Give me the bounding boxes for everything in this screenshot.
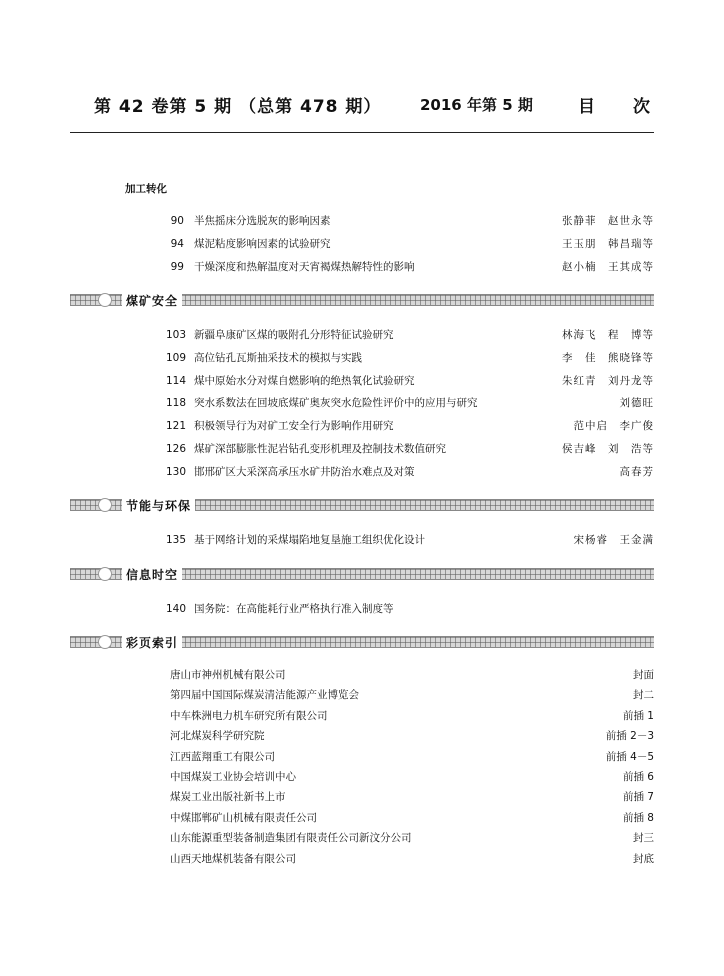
authors: 王玉朋 韩昌瑞等 [562, 237, 654, 250]
masthead [70, 92, 688, 122]
header-rule [70, 132, 654, 133]
authors: 李 佳 熊晓锋等 [562, 351, 654, 364]
index-row[interactable] [170, 852, 654, 872]
authors: 朱红青 刘丹龙等 [562, 374, 654, 387]
toc-entry[interactable] [170, 237, 654, 260]
index-row[interactable] [170, 750, 654, 770]
authors: 高春芳 [619, 465, 654, 478]
advertiser-name: 第四届中国国际煤炭清洁能源产业博览会 [170, 689, 359, 702]
index-row[interactable] [170, 811, 654, 831]
advertiser-name: 唐山市神州机械有限公司 [170, 669, 286, 681]
toc-entry[interactable] [170, 260, 654, 283]
index-page: 前插 4－5 [605, 750, 654, 763]
index-page: 前插 7 [622, 791, 654, 804]
authors: 宋杨睿 王金满 [573, 534, 654, 546]
page-number: 99 [170, 260, 184, 273]
section-band-energy-environment [70, 499, 654, 511]
article-title: 基于网络计划的采煤塌陷地复垦施工组织优化设计 [194, 534, 425, 546]
page-number: 121 [166, 420, 187, 433]
circle-marker-icon [98, 498, 112, 512]
article-title: 新疆阜康矿区煤的吸附孔分形特征试验研究 [194, 329, 394, 341]
section-label: 彩页索引 [122, 634, 182, 651]
page-number: 94 [170, 237, 184, 250]
index-row[interactable] [170, 668, 654, 688]
advertiser-name: 中煤邯郸矿山机械有限责任公司 [170, 811, 317, 824]
section-label: 节能与环保 [122, 497, 195, 514]
circle-marker-icon [98, 635, 112, 649]
section-band-news [70, 568, 654, 580]
index-row[interactable] [170, 729, 654, 749]
article-title: 干燥深度和热解温度对天宵褐煤热解特性的影响 [194, 260, 415, 273]
authors: 侯吉峰 刘 浩等 [562, 442, 654, 455]
index-page: 前插 8 [622, 811, 654, 824]
mine-safety-list [166, 328, 654, 488]
index-row[interactable] [170, 709, 654, 729]
page-number: 118 [166, 397, 187, 410]
index-row[interactable] [170, 831, 654, 851]
authors: 林海飞 程 博等 [562, 329, 654, 341]
article-title: 邯邢矿区大采深高承压水矿井防治水难点及对策 [194, 465, 415, 478]
circle-marker-icon [98, 567, 112, 581]
page-number: 114 [166, 374, 187, 387]
section-label: 信息时空 [122, 566, 182, 583]
index-page: 封二 [633, 689, 654, 702]
toc-entry[interactable] [166, 351, 654, 374]
section-band-color-index [70, 636, 654, 648]
index-page: 封三 [633, 832, 654, 845]
index-row[interactable] [170, 688, 654, 708]
article-title: 半焦摇床分选脱灰的影响因素 [194, 215, 331, 227]
toc-entry[interactable] [166, 465, 654, 488]
issue-date: 2016 年第 5 期 [420, 96, 533, 114]
toc-entry[interactable] [166, 602, 654, 625]
page-number: 126 [166, 442, 187, 455]
article-title: 积极领导行为对矿工安全行为影响作用研究 [194, 420, 394, 433]
article-title: 国务院：在高能耗行业严格执行准入制度等 [194, 603, 394, 615]
index-row[interactable] [170, 790, 654, 810]
page-number: 135 [166, 534, 187, 546]
toc-entry[interactable] [166, 328, 654, 351]
section-label: 煤矿安全 [122, 292, 182, 309]
section-band-mine-safety [70, 294, 654, 306]
color-page-index [170, 668, 654, 872]
toc-title: 目次 [578, 97, 688, 117]
advertiser-name: 江西蓝翔重工有限公司 [170, 750, 275, 763]
index-page: 封底 [633, 852, 654, 865]
index-page: 前插 1 [622, 709, 654, 722]
page-number: 90 [170, 215, 184, 227]
index-page: 前插 2－3 [605, 730, 654, 743]
page-number: 103 [166, 329, 187, 341]
index-page: 封面 [633, 669, 654, 681]
index-page: 前插 6 [622, 770, 654, 783]
circle-marker-icon [98, 293, 112, 307]
advertiser-name: 河北煤炭科学研究院 [170, 730, 265, 743]
article-title: 煤泥粘度影响因素的试验研究 [194, 237, 331, 250]
authors: 范中启 李广俊 [573, 420, 654, 433]
toc-entry[interactable] [170, 214, 654, 237]
page-number: 130 [166, 465, 187, 478]
article-title: 煤矿深部膨胀性泥岩钻孔变形机理及控制技术数值研究 [194, 442, 446, 455]
advertiser-name: 山东能源重型装备制造集团有限责任公司新汶分公司 [170, 832, 412, 845]
volume-issue: 第 42 卷第 5 期 （总第 478 期） [94, 97, 382, 117]
page-number: 140 [166, 603, 187, 615]
authors: 刘德旺 [619, 397, 654, 410]
toc-entry[interactable] [166, 442, 654, 465]
energy-environment-list [166, 533, 654, 556]
article-title: 突水系数法在回坡底煤矿奥灰突水危险性评价中的应用与研究 [194, 397, 478, 410]
advertiser-name: 山西天地煤机装备有限公司 [170, 852, 296, 865]
advertiser-name: 中国煤炭工业协会培训中心 [170, 770, 296, 783]
toc-entry[interactable] [166, 396, 654, 419]
news-list [166, 602, 654, 625]
authors: 赵小楠 王其成等 [562, 260, 654, 273]
toc-entry[interactable] [166, 374, 654, 397]
section-heading-processing: 加工转化 [125, 183, 167, 195]
authors: 张静菲 赵世永等 [562, 215, 654, 227]
article-title: 煤中原始水分对煤自燃影响的绝热氧化试验研究 [194, 374, 415, 387]
index-row[interactable] [170, 770, 654, 790]
article-title: 高位钻孔瓦斯抽采技术的模拟与实践 [194, 351, 362, 364]
toc-entry[interactable] [166, 533, 654, 556]
toc-entry[interactable] [166, 419, 654, 442]
advertiser-name: 中车株洲电力机车研究所有限公司 [170, 709, 328, 722]
advertiser-name: 煤炭工业出版社新书上市 [170, 791, 286, 804]
processing-list [170, 214, 654, 282]
page-number: 109 [166, 351, 187, 364]
